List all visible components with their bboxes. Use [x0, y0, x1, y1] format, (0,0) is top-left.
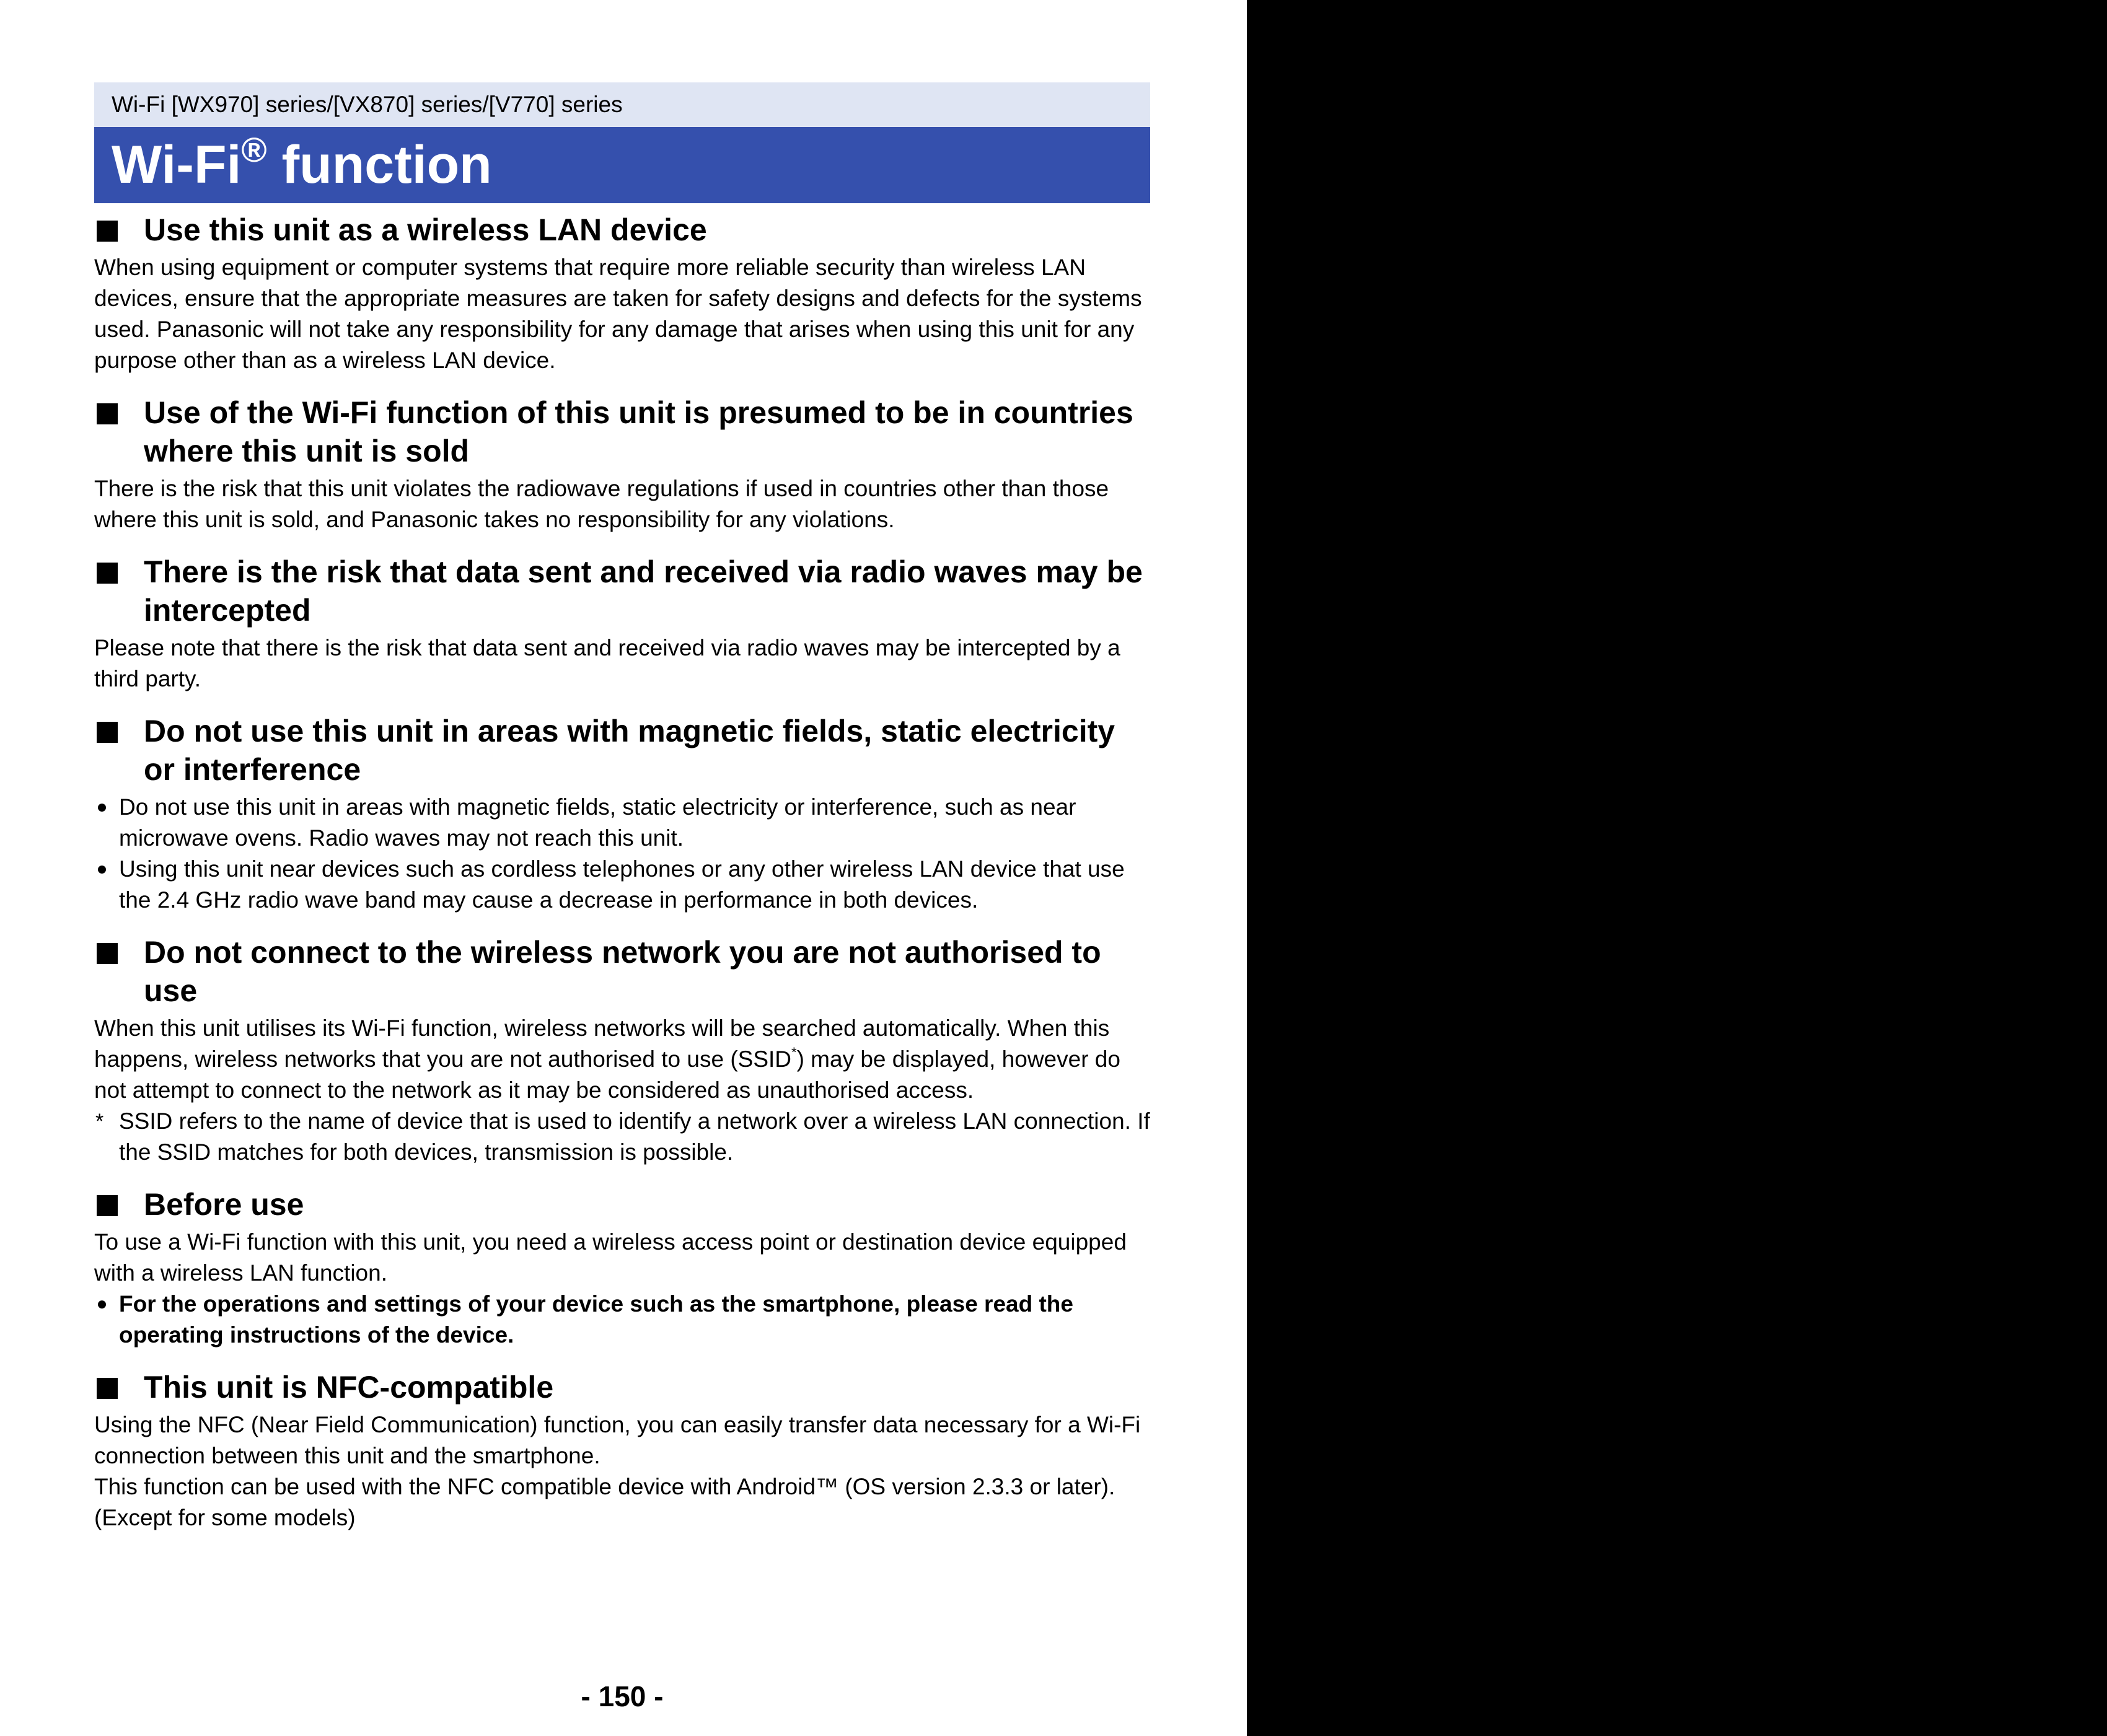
bullet-list	[94, 792, 1150, 916]
section-paragraph: When this unit utilises its Wi-Fi function, wireless networks will be searched automatically. When this happens, wireless networks that you are not authorised to use (SSID*) may be displayed, however do not attempt to connect to the network as it may be considered as unauthorised access.	[94, 1015, 1120, 1103]
bullet-dot-icon	[98, 866, 106, 874]
section-paragraph: Please note that there is the risk that data sent and received via radio waves may be intercepted by a third party.	[94, 635, 1120, 691]
section-before-use	[94, 1185, 1150, 1351]
section-heading: This unit is NFC-compatible	[94, 1368, 1150, 1406]
section-heading: Use of the Wi-Fi function of this unit is presumed to be in countries where this unit is sold	[94, 393, 1150, 470]
square-bullet-icon	[97, 1378, 118, 1399]
square-bullet-icon	[97, 563, 118, 584]
section-nfc	[94, 1368, 1150, 1533]
section-paragraph: When using equipment or computer systems that require more reliable security than wireless LAN devices, ensure that the appropriate measures are taken for safety designs and defects for the systems used. Panasonic will not take any responsibility for any damage that arises when using this unit for any purpose other than as a wireless LAN device.	[94, 255, 1142, 373]
section-interference	[94, 712, 1150, 916]
section-heading: Use this unit as a wireless LAN device	[94, 211, 1150, 249]
square-bullet-icon	[97, 1195, 118, 1216]
black-side-panel	[1247, 0, 2107, 1736]
section-paragraph: This function can be used with the NFC compatible device with Android™ (OS version 2.3.3 or later). (Except for some models)	[94, 1474, 1115, 1530]
section-paragraph: Using the NFC (Near Field Communication) function, you can easily transfer data necessary for a Wi-Fi connection between this unit and the smartphone.	[94, 1412, 1141, 1468]
square-bullet-icon	[97, 221, 118, 242]
section-countries	[94, 393, 1150, 535]
section-wireless-lan-device	[94, 211, 1150, 376]
section-heading: Before use	[94, 1185, 1150, 1224]
list-item: Using this unit near devices such as cordless telephones or any other wireless LAN device that use the 2.4 GHz radio wave band may cause a decrease in performance in both devices.	[94, 854, 1150, 916]
page-title-text: Wi-Fi	[112, 135, 242, 195]
list-item: For the operations and settings of your device such as the smartphone, please read the operating instructions of the device.	[94, 1289, 1150, 1351]
manual-page	[94, 82, 1150, 1533]
section-heading: Do not use this unit in areas with magnetic fields, static electricity or interference	[94, 712, 1150, 789]
breadcrumb-text: Wi-Fi [WX970] series/[VX870] series/[V770] series	[112, 92, 623, 117]
bullet-dot-icon	[98, 804, 106, 812]
page-number: - 150 -	[581, 1680, 664, 1712]
section-interception	[94, 553, 1150, 695]
list-item: Do not use this unit in areas with magnetic fields, static electricity or interference, such as near microwave ovens. Radio waves may not reach this unit.	[94, 792, 1150, 854]
section-paragraph: To use a Wi-Fi function with this unit, you need a wireless access point or destination device equipped with a wireless LAN function.	[94, 1229, 1127, 1286]
page-title-rest: function	[266, 135, 492, 195]
square-bullet-icon	[97, 403, 118, 424]
section-paragraph: There is the risk that this unit violates the radiowave regulations if used in countries other than those where this unit is sold, and Panasonic takes no responsibility for any violations.	[94, 476, 1109, 532]
square-bullet-icon	[97, 722, 118, 743]
breadcrumb	[94, 82, 1150, 127]
footnote-marker: *	[791, 1045, 797, 1060]
page-title	[94, 127, 1150, 203]
footnote-asterisk: *	[95, 1110, 104, 1133]
footnote: * SSID refers to the name of device that is used to identify a network over a wireless LAN connection. If the SSID matches for both devices, transmission is possible.	[94, 1106, 1150, 1168]
section-heading: There is the risk that data sent and received via radio waves may be intercepted	[94, 553, 1150, 629]
square-bullet-icon	[97, 943, 118, 964]
section-heading: Do not connect to the wireless network you are not authorised to use	[94, 933, 1150, 1010]
registered-mark: ®	[241, 130, 267, 169]
bullet-dot-icon	[98, 1300, 106, 1309]
section-unauthorised-network	[94, 933, 1150, 1168]
